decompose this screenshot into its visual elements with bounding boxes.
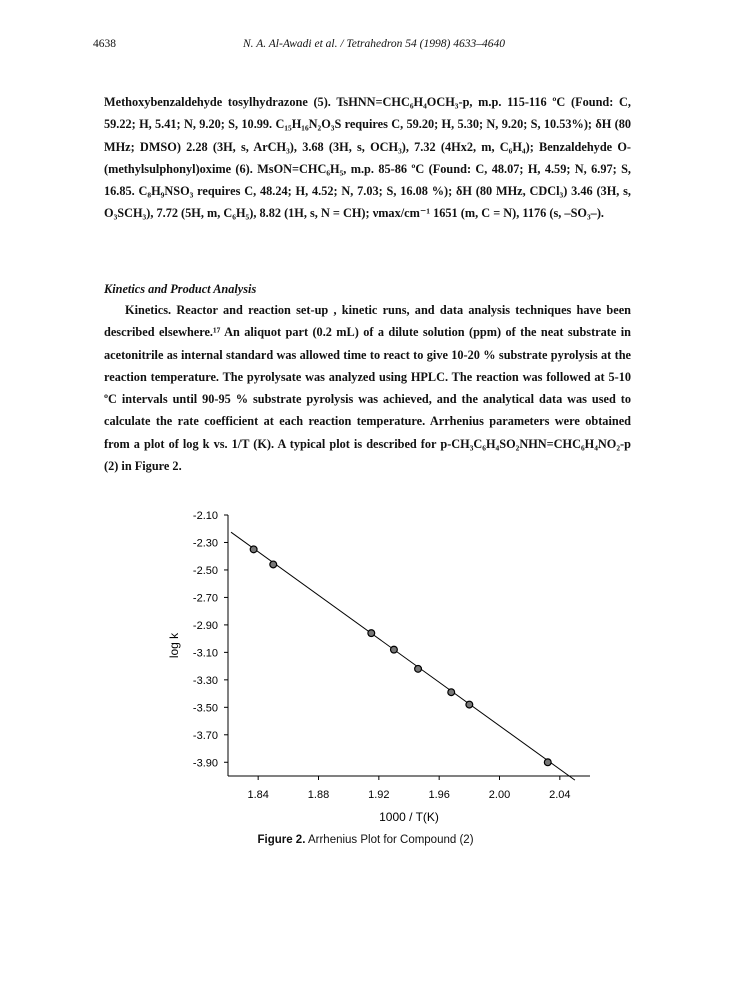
y-axis-label: log k: [167, 632, 181, 659]
data-point: [250, 546, 257, 553]
data-point: [466, 701, 473, 708]
regression-line: [231, 532, 575, 780]
arrhenius-chart: [0, 505, 731, 835]
y-tick-label: -3.10: [192, 647, 218, 660]
kinetics-paragraph: [104, 299, 631, 477]
y-tick-label: -3.90: [192, 757, 218, 770]
x-tick-label: 1.92: [368, 789, 390, 801]
figure-caption: [0, 834, 731, 846]
x-tick-label: 1.88: [307, 789, 330, 801]
x-tick-label: 1.84: [247, 789, 269, 801]
caption-text: Arrhenius Plot for Compound (2): [307, 834, 474, 846]
y-tick-label: -2.90: [192, 619, 218, 632]
running-header: [93, 38, 633, 54]
paragraph-text: Kinetics. Reactor and reaction set-up , kinetic runs, and data analysis techniques have been described elsewhere.¹⁷ An aliquot part (0.2 mL) of a dilute solution (ppm) of the neat substrate in acetonitrile as internal standard was allowed time to react to give 10-20 % substrate pyrolysis at the reaction temperature. The pyrolysate was analyzed using HPLC. The reaction was followed at 5-10 ºC intervals until 90-95 % substrate pyrolysis was achieved, and the analytical data was used to calculate the rate coefficient at each reaction temperature. Arrhenius parameters were obtained from a plot of log k vs. 1/T (K). A typical plot is described for p-CH₃C₆H₄SO₂NHN=CHC₆H₄NO₂-p (2) in Figure 2.: [104, 303, 631, 474]
data-point: [415, 665, 422, 672]
data-point: [270, 561, 277, 568]
y-tick-label: -2.50: [192, 564, 218, 577]
y-tick-label: -2.10: [192, 510, 218, 522]
x-tick-label: 1.96: [428, 789, 450, 801]
data-point: [448, 689, 455, 696]
data-point: [544, 759, 551, 766]
x-tick-label: 2.00: [488, 789, 511, 801]
y-tick-label: -2.30: [192, 537, 218, 550]
data-point: [368, 630, 375, 637]
x-axis-label: 1000 / T(K): [379, 810, 439, 824]
y-tick-label: -3.30: [192, 674, 218, 687]
y-tick-label: -3.50: [192, 702, 218, 715]
x-tick-label: 2.04: [549, 789, 571, 801]
y-tick-label: -3.70: [192, 729, 218, 742]
figure-label: Figure 2.: [257, 834, 306, 846]
compound-data-paragraph: [104, 91, 631, 225]
paragraph-text: Methoxybenzaldehyde tosylhydrazone (5). TsHNN=CHC₆H₄OCH₃-p, m.p. 115-116 ºC (Found: C, 59.22; H, 5.41; N, 9.20; S, 10.99. C₁₅H₁₆N₂O₃S requires C, 59.20; H, 5.30; N, 9.20; S, 10.53%); δH (80 MHz; DMSO) 2.28 (3H, s, ArCH₃), 3.68 (3H, s, OCH₃), 7.32 (4Hx2, m, C₆H₄); Benzaldehyde O-(methylsulphonyl)oxime (6). MsON=CHC₆H₅, m.p. 85-86 ºC (Found: C, 48.07; H, 4.59; N, 6.97; S, 16.85. C₈H₉NSO₃ requires C, 48.24; H, 4.52; N, 7.03; S, 16.08 %); δH (80 MHz, CDCl₃) 3.46 (3H, s, O₃SCH₃), 7.72 (5H, m, C₆H₅), 8.82 (1H, s, N = CH); νmax/cm⁻¹ 1651 (m, C = N), 1176 (s, –SO₃–).: [104, 95, 631, 221]
page-number: 4638: [93, 38, 116, 50]
y-tick-label: -2.70: [192, 592, 218, 605]
data-point: [391, 646, 398, 653]
running-head: N. A. Al-Awadi et al. / Tetrahedron 54 (1998) 4633–4640: [243, 38, 505, 50]
section-heading: Kinetics and Product Analysis: [104, 282, 257, 296]
